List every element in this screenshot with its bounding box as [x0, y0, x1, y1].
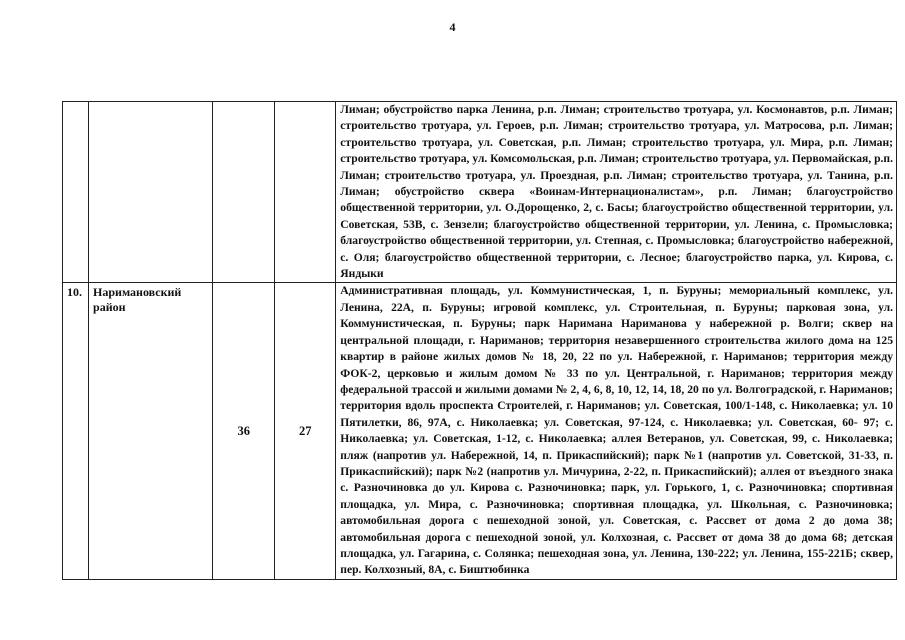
row-number-cell	[63, 102, 89, 283]
count-a-cell	[213, 102, 275, 283]
table-row	[63, 102, 897, 283]
district-cell	[89, 102, 213, 283]
territory-list-cell: Административная площадь, ул. Коммунистическая, 1, п. Буруны; мемориальный комплекс, ул. Ленина, 22А, п. Буруны; игровой комплекс, ул. Строительная, п. Буруны; парковая зона, ул. Коммунистическая, п. Буруны; парк Наримана Нариманова у набережной р. Волги; сквер на центральной площади, г. Нариманов; территория незавершенного строительства жилого дома на 125 квартир в районе жилых домов № 18, 20, 22 по ул. Набережной, г. Нариманов; территория между ФОК-2, церковью и жилым домом № 33 по ул. Центральной, г. Нариманов; территория между федеральной трассой и жилыми домами № 2, 4, 6, 8, 10, 12, 14, 18, 20 по ул. Волгоградской, г. Нариманов; территория вдоль проспекта Строителей, г. Нариманов; ул. Советская, 100/1-148, с. Николаевка; ул. 10 Пятилетки, 86, 97А, с. Николаевка; ул. Советская, 97-124, с. Николаевка; ул. Советская, 60- 97; с. Николаевка; ул. Советская, 1-12, с. Николаевка; аллея Ветеранов, ул. Советская, 99, с. Николаевка; пляж (напротив ул. Набережной, 14, п. Прикаспийский); парк №1 (напротив ул. Советской, 31-33, п. Прикаспийский); парк №2 (напротив ул. Мичурина, 2-22, п. Прикаспийский); аллея от въездного знака с. Разночиновка до ул. Кирова с. Разночиновка; парк, ул. Горького, 1, с. Разночиновка; спортивная площадка, ул. Мира, с. Разночиновка; спортивная площадка, ул. Школьная, с. Разночиновка; автомобильная дорога с пешеходной зоной, ул. Советская, с. Рассвет от дома 2 до дома 38; автомобильная дорога с пешеходной зоной, ул. Колхозная, с. Рассвет от дома 38 до дома 68; детская площадка, ул. Гагарина, с. Солянка; пешеходная зона, ул. Ленина, 130-222; ул. Ленина, 155-221Б; сквер, пер. Колхозный, 8А, с. Биштюбинка	[336, 283, 897, 579]
count-b-cell: 27	[275, 283, 336, 579]
count-a-cell: 36	[213, 283, 275, 579]
row-number-cell: 10.	[63, 283, 89, 579]
district-cell: Наримановский район	[89, 283, 213, 579]
territory-list-cell: Лиман; обустройство парка Ленина, р.п. Лиман; строительство тротуара, ул. Космонавтов, р.п. Лиман; строительство тротуара, ул. Героев, р.п. Лиман; строительство тротуара, ул. Матросова, р.п. Лиман; строительство тротуара, ул. Советская, р.п. Лиман; строительство тротуара, ул. Мира, р.п. Лиман; строительство тротуара, ул. Комсомольская, р.п. Лиман; строительство тротуара, ул. Первомайская, р.п. Лиман; строительство тротуара, ул. Проездная, р.п. Лиман; строительство тротуара, ул. Танина, р.п. Лиман; обустройство сквера «Воинам-Интернационалистам», р.п. Лиман; благоустройство общественной территории, ул. О.Дорощенко, 2, с. Басы; благоустройство общественной территории, ул. Советская, 53В, с. Зензели; благоустройство общественной территории, ул. Ленина, с. Промысловка; благоустройство общественной территории, ул. Степная, с. Промысловка; благоустройство набережной, с. Оля; благоустройство общественной территории, с. Лесное; благоустройство парка, ул. Кирова, с. Яндыки	[336, 102, 897, 283]
territories-table	[62, 101, 897, 580]
page-number: 4	[449, 20, 456, 34]
count-b-cell	[275, 102, 336, 283]
table-row	[63, 283, 897, 579]
